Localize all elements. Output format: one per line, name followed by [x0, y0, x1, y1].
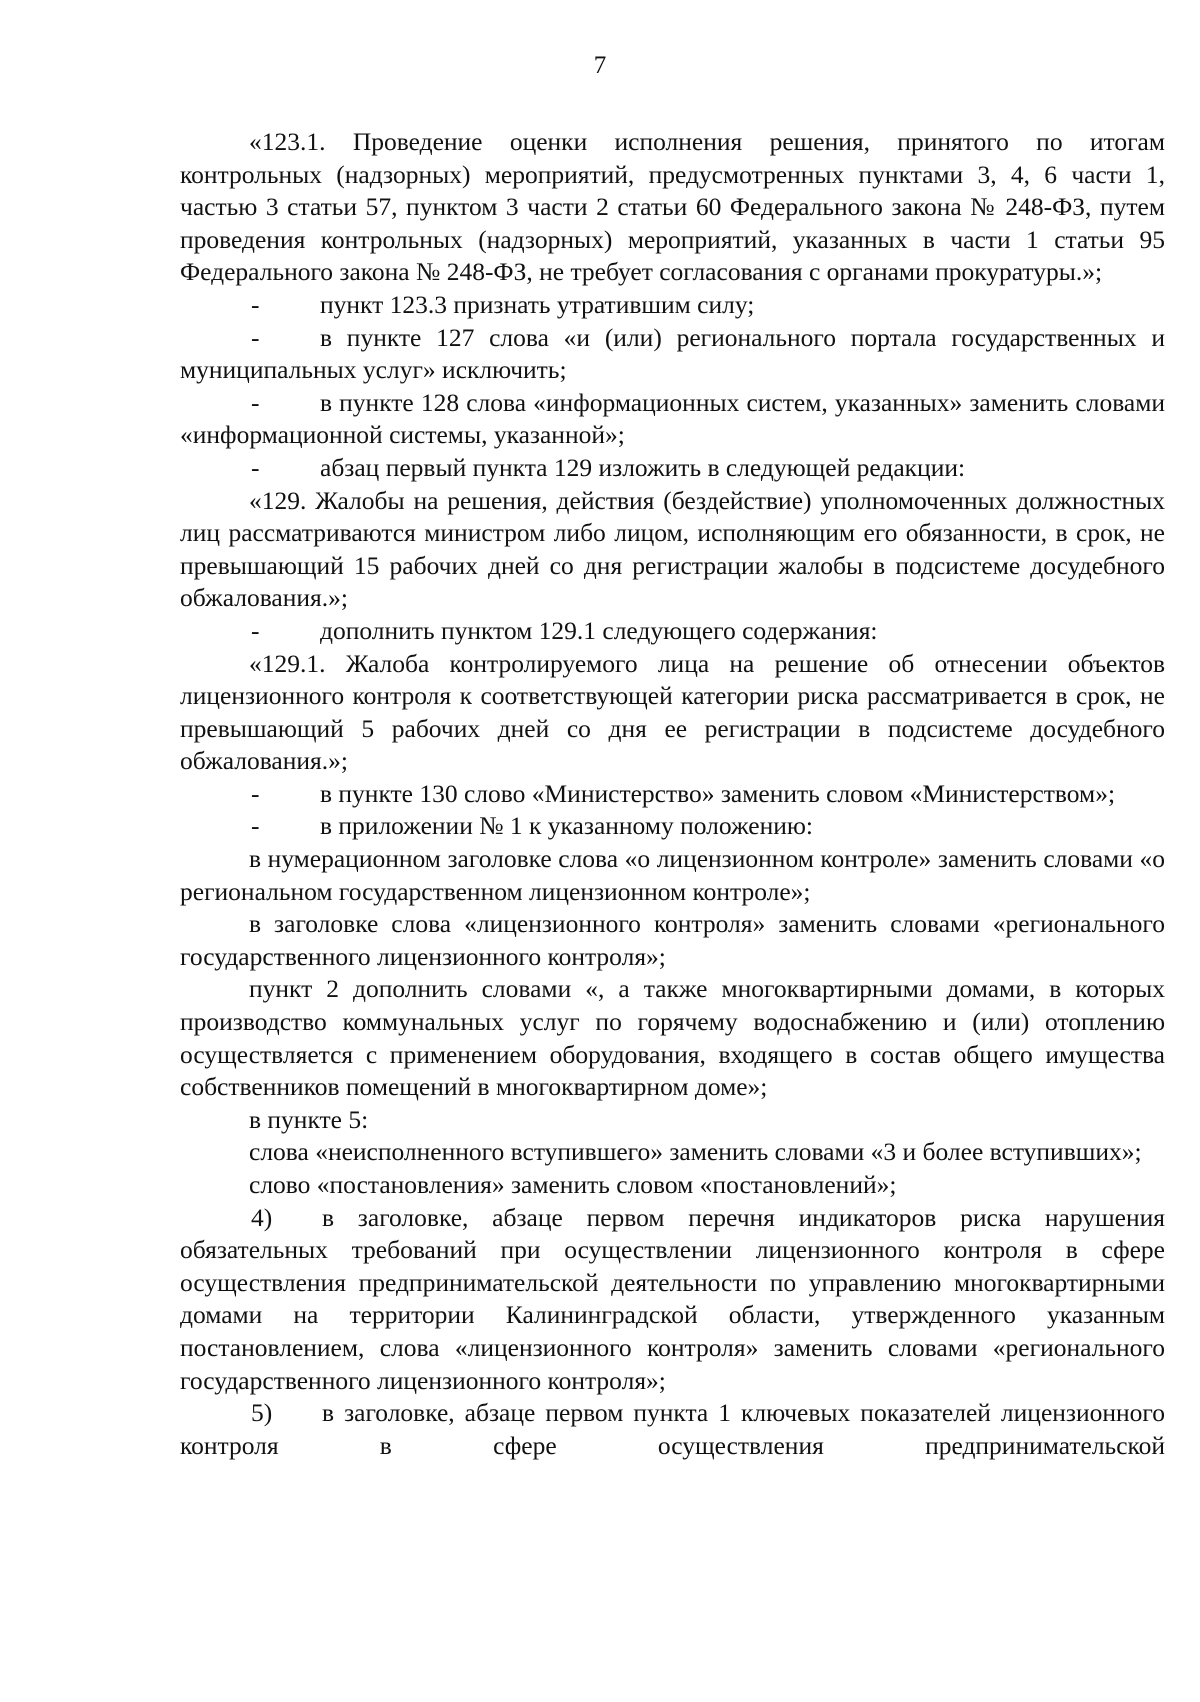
dash-marker: - — [251, 615, 260, 645]
document-body — [180, 126, 1165, 1462]
dash-marker: - — [251, 387, 260, 417]
list-item-dash: - в пункте 127 слова «и (или) регионального портала государственных и муниципальных услуг» исключить; — [180, 322, 1165, 385]
dash-marker: - — [251, 811, 260, 841]
paragraph: слова «неисполненного вступившего» заменить словами «3 и более вступивших»; — [249, 1137, 1142, 1167]
page-number: 7 — [593, 52, 607, 79]
dash-marker: - — [251, 289, 260, 319]
paragraph: в пункте 5: — [249, 1104, 369, 1134]
item-number: 5) — [251, 1398, 273, 1428]
list-item-dash: - дополнить пунктом 129.1 следующего содержания: — [180, 615, 1165, 648]
item-number: 4) — [251, 1202, 273, 1232]
list-item-dash: - пункт 123.3 признать утратившим силу; — [180, 289, 1165, 322]
list-item-dash: - в пункте 130 слово «Министерство» заменить словом «Министерством»; — [180, 778, 1165, 811]
dash-marker: - — [251, 778, 260, 808]
list-item-dash: - в приложении № 1 к указанному положению: — [180, 810, 1165, 843]
paragraph-129-1: «129.1. Жалоба контролируемого лица на решение об отнесении объектов лицензионного контроля к соответствующей категории риска рассматривается в срок, не превышающий 5 рабочих дней со дня ее регистрации в подсистеме досудебного обжалования.»; — [180, 648, 1165, 776]
list-item-numbered: 4) в заголовке, абзаце первом перечня индикаторов риска нарушения обязательных требований при осуществлении лицензионного контроля в сфере осуществления предпринимательской деятельности по управлению многоквартирными домами на территории Калининградской области, утвержденного указанным постановлением, слова «лицензионного контроля» заменить словами «регионального государственного лицензионного контроля»; — [180, 1202, 1165, 1395]
paragraph-123-1: «123.1. Проведение оценки исполнения решения, принятого по итогам контрольных (надзорных) мероприятий, предусмотренных пунктами 3, 4, 6 части 1, частью 3 статьи 57, пунктом 3 части 2 статьи 60 Федерального закона № 248-ФЗ, путем проведения контрольных (надзорных) мероприятий, указанных в части 1 статьи 95 Федерального закона № 248-ФЗ, не требует согласования с органами прокуратуры.»; — [180, 127, 1165, 287]
paragraph: в нумерационном заголовке слова «о лицензионном контроле» заменить словами «о региональном государственном лицензионном контроле»; — [180, 844, 1165, 906]
paragraph: в заголовке слова «лицензионного контроля» заменить словами «регионального государственного лицензионного контроля»; — [180, 909, 1165, 971]
list-item-dash: - абзац первый пункта 129 изложить в следующей редакции: — [180, 452, 1165, 485]
list-item-numbered: 5) в заголовке, абзаце первом пункта 1 ключевых показателей лицензионного контроля в сфере осуществления предпринимательской — [180, 1398, 1165, 1460]
dash-marker: - — [251, 322, 260, 352]
dash-marker: - — [251, 452, 260, 482]
paragraph: слово «постановления» заменить словом «постановлений»; — [249, 1170, 897, 1199]
list-item-dash: - в пункте 128 слова «информационных систем, указанных» заменить словами «информационной системы, указанной»; — [180, 387, 1165, 450]
paragraph: пункт 2 дополнить словами «, а также многоквартирными домами, в которых производство коммунальных услуг по горячему водоснабжению и (или) отоплению осуществляется с применением оборудования, входящего в состав общего имущества собственников помещений в многоквартирном доме»; — [180, 974, 1165, 1102]
paragraph-129: «129. Жалобы на решения, действия (бездействие) уполномоченных должностных лиц рассматриваются министром либо лицом, исполняющим его обязанности, в срок, не превышающий 15 рабочих дней со дня регистрации жалобы в подсистеме досудебного обжалования.»; — [180, 485, 1165, 613]
